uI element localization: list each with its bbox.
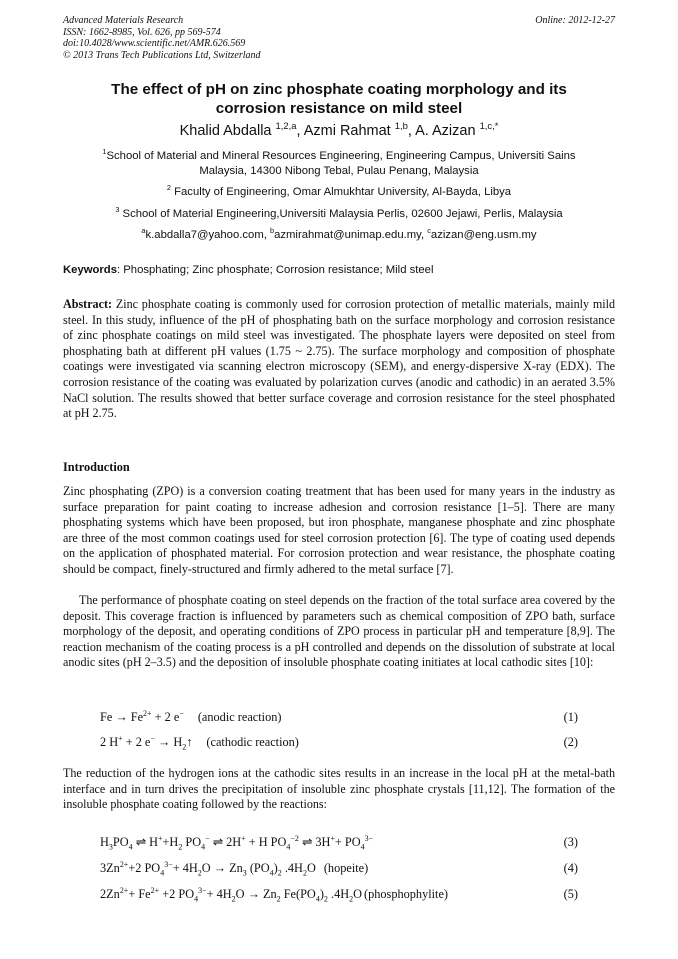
equation-2 (100, 735, 578, 751)
email-sup: a (141, 226, 146, 236)
affiliation-2 (40, 185, 638, 200)
keywords-label: Keywords (63, 264, 117, 276)
aff-sup: 2 (166, 183, 171, 193)
aff-text: Faculty of Engineering, Omar Almukhtar University, Al-Bayda, Libya (170, 186, 512, 198)
abstract-label: Abstract: (63, 297, 113, 311)
email-address[interactable]: azizan@eng.usm.my (430, 229, 537, 241)
title-line-1: The effect of pH on zinc phosphate coating morphology and its (111, 81, 567, 98)
equation-number: (2) (563, 735, 578, 749)
email-line (40, 228, 638, 243)
email-sup: b (270, 226, 275, 236)
equation-4 (100, 861, 578, 877)
author-name: , Azmi Rahmat (296, 123, 395, 139)
doi-line: doi:10.4028/www.scientific.net/AMR.626.569 (63, 38, 246, 49)
paper-title (40, 80, 638, 118)
equation-desc: (cathodic reaction) (206, 735, 299, 749)
aff-sup: 3 (115, 205, 120, 215)
online-date: Online: 2012-12-27 (535, 15, 615, 26)
equation-desc: (phosphophylite) (364, 887, 449, 901)
author-sup: 1,2,a (275, 120, 297, 132)
title-line-2: corrosion resistance on mild steel (215, 100, 463, 117)
equation-formula: $H_3PO_4$ ⇌ $H^++H_2$ $PO_4^-$ ⇌ 2H+ + H $PO_4^{-2}$ ⇌ $3H^++ PO_4^{3-}$ (100, 833, 374, 852)
equation-number: (1) (563, 710, 578, 724)
aff-sup: 1 (102, 147, 107, 157)
intro-paragraph-1: Zinc phosphating (ZPO) is a conversion coating treatment that has been used for many years in the industry as surface preparation for paint coating to increase adhesion and corrosion resistance [1–5]. There are many phosphating systems which have been proposed, but iron phosphate, manganese phosphate and zinc phosphate are three of the most common coatings used for steel corrosion protection [6]. The type of coating used depends on the application of phosphated material. For corrosion protection and wear resistance, the phosphate coating should be compact, finely-structured and firmly adhered to the metal surface [7]. (63, 484, 615, 576)
equation-desc: (anodic reaction) (197, 710, 282, 724)
author-sup: 1,b (394, 120, 408, 132)
journal-name: Advanced Materials Research (63, 15, 184, 26)
keywords-text: : Phosphating; Zinc phosphate; Corrosion resistance; Mild steel (117, 264, 434, 276)
author-sup: 1,c,* (479, 120, 499, 132)
intro-paragraph-3: The reduction of the hydrogen ions at the cathodic sites results in an increase in the local pH at the metal-bath interface and in turn drives the precipitation of insoluble zinc phosphate crystals [11,12]. The formation of the insoluble phosphate coating followed by the reactions: (63, 766, 615, 812)
equation-5 (100, 887, 578, 903)
affiliation-3 (40, 207, 638, 222)
aff-text: Malaysia, 14300 Nibong Tebal, Pulau Penang, Malaysia (199, 165, 479, 177)
equation-1 (100, 710, 578, 726)
equation-desc: (hopeite) (323, 861, 369, 875)
introduction-heading: Introduction (63, 460, 130, 474)
aff-text: School of Material and Mineral Resources Engineering, Engineering Campus, Universiti Sains (106, 150, 576, 162)
author-name: , A. Azizan (407, 123, 480, 139)
email-address[interactable]: azmirahmat@unimap.edu.my, (274, 229, 428, 241)
keywords (63, 264, 615, 276)
affiliation-1 (40, 149, 638, 179)
equation-formula: $Fe \to Fe^{2+} + 2$ e− (100, 708, 184, 724)
abstract (63, 297, 615, 422)
page-header (63, 15, 615, 61)
email-sup: c (427, 226, 431, 236)
aff-text: School of Material Engineering,Universiti Malaysia Perlis, 02600 Jejawi, Perlis, Malaysia (119, 208, 563, 220)
equation-formula: 2 H+ + 2 $e^- \to H_2↑$ (100, 733, 193, 752)
equation-formula: $3Zn^{2+}+2$ $PO_4^{3-}+ 4H_2O \to Zn_3$ $(PO_4)_2$ $.4H_2O$ (100, 859, 316, 878)
email-address[interactable]: k.abdalla7@yahoo.com, (145, 229, 271, 241)
author-name: Khalid Abdalla (179, 123, 276, 139)
abstract-text: Zinc phosphate coating is commonly used for corrosion protection of metallic materials, mainly mild steel. In this study, influence of the pH of phosphating bath on the surface morphology and corrosion resistance of zinc phosphate coatings on mild steel was investigated. The phosphate layers were deposited on steel from phosphating bath at different pH values (1.75 ~ 2.75). The surface morphology and composition of phosphate coatings were investigated via scanning electron microscopy (SEM), and energy-dispersive X-ray (EDX). The corrosion resistance of the coating was evaluated by polarization curves (anodic and cathodic) in an aerated 3.5% NaCl solution. The results showed that better surface coverage and corrosion resistance for the steel phosphated at pH 2.75. (63, 297, 615, 421)
copyright-line: © 2013 Trans Tech Publications Ltd, Switzerland (63, 49, 261, 61)
equation-number: (4) (563, 861, 578, 875)
author-list (40, 120, 638, 139)
issn-line: ISSN: 1662-8985, Vol. 626, pp 569-574 (63, 26, 221, 38)
equation-number: (3) (563, 835, 578, 849)
equation-3 (100, 835, 578, 851)
intro-paragraph-2: The performance of phosphate coating on steel depends on the fraction of the total surface area covered by the deposit. This coverage fraction is influenced by parameters such as chemical composition of ZPO bath, surface morphology of the deposit, and operating conditions of ZPO process in particular pH and temperature [8,9]. The reaction mechanism of the coating process is a pH controlled and depends on the dissolution of substrate at local anodic sites (pH 2–3.5) and the deposition of insoluble phosphate coating initiates at local cathodic sites [10]: (63, 593, 615, 670)
equation-formula: $2Zn^{2+}+ Fe^{2+} +2$ $PO_4^{3-}+ 4H_2O \to Zn_2$ $Fe(PO_4)_2$ $.4H_2O$ (100, 885, 362, 904)
equation-number: (5) (563, 887, 578, 901)
